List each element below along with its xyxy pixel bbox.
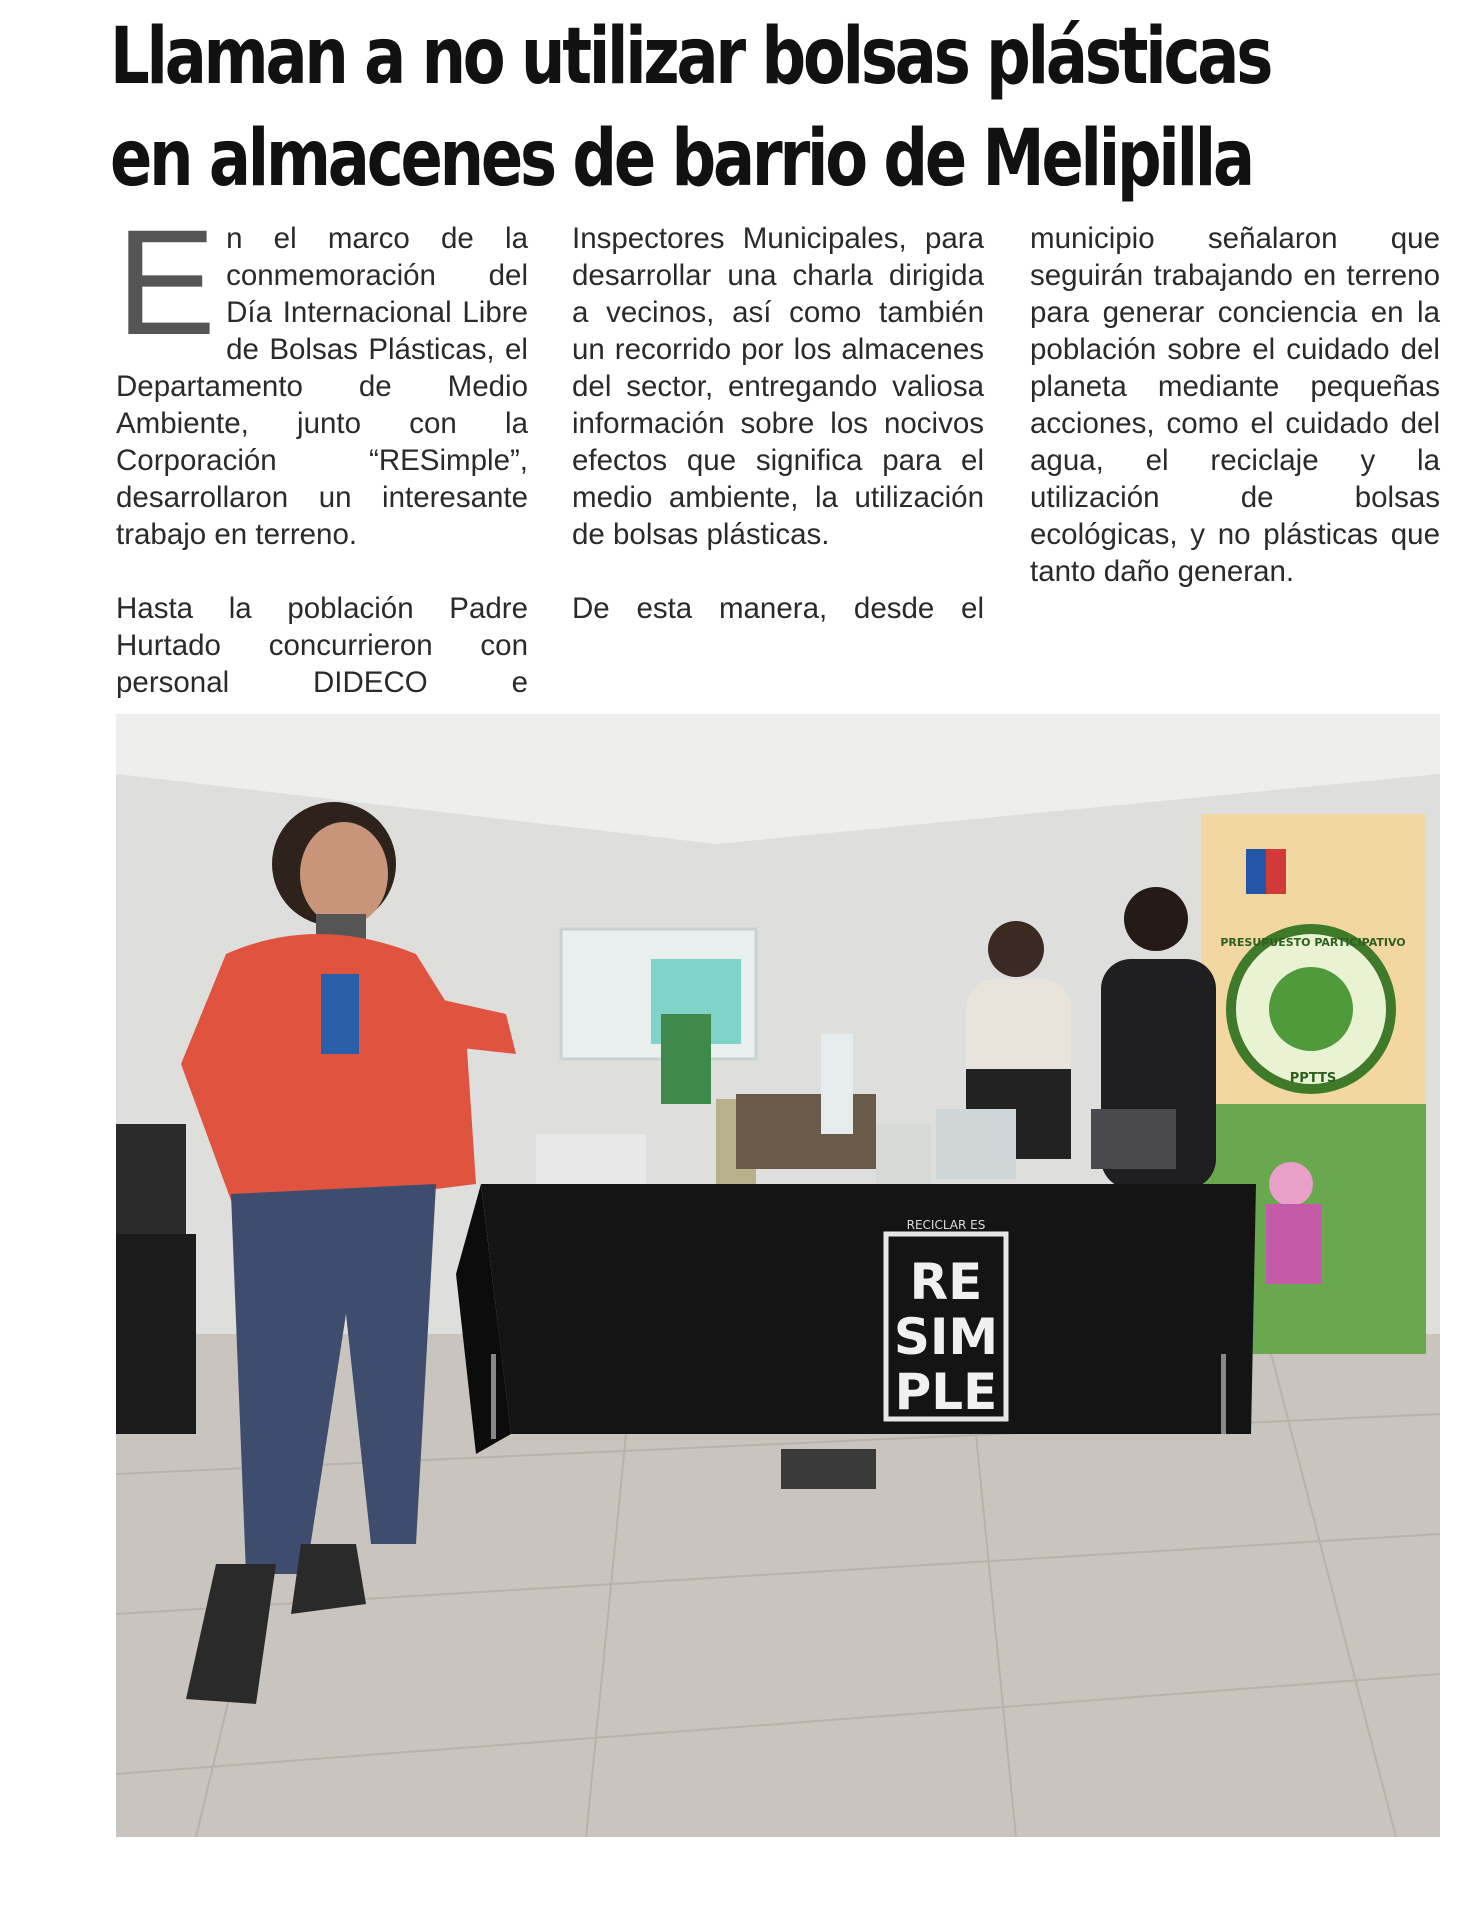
headline [110,6,1271,210]
paragraph-second: Hasta la población Padre Hurtado concurrieron con personal DIDECO e [116,592,528,699]
paragraph-intro [116,198,528,553]
article-photo [116,714,1440,1837]
headline-line-1: Llaman a no utilizar bolsas plásticas [110,12,1271,102]
logo-line-3: PLE [894,1363,998,1421]
article-column-3 [1030,220,1440,627]
paragraph-fourth: De esta manera, desde el [572,592,984,625]
drop-cap: E [116,198,217,366]
banner-subtext: PPTTS [1289,1071,1337,1086]
paragraph-intro-text: n el marco de la conmemoración del Día Internacional Libre de Bolsas Plásticas, el Departamento de Medio Ambiente, junto con la Corporación “RESimple”, desarrollaron un interesante trabajo en terreno. [116,222,528,551]
headline-line-2: en almacenes de barrio de Melipilla [110,114,1252,204]
paragraph-third: Inspectores Municipales, para desarrollar una charla dirigida a vecinos, así como también un recorrido por los almacenes del sector, entregando valiosa información sobre los nocivos efectos que significa para el medio ambiente, la utilización de bolsas plásticas. [572,222,984,551]
banner-text: PRESUPUESTO PARTICIPATIVO [1220,936,1406,949]
paragraph-fifth: municipio señalaron que seguirán trabajando en terreno para generar conciencia en la población sobre el cuidado del planeta mediante pequeñas acciones, como el cuidado del agua, el reciclaje y la utilización de bolsas ecológicas, y no plásticas que tanto daño generan. [1030,222,1440,588]
article-column-1 [116,198,528,738]
article-column-2 [572,220,984,664]
tablecloth-tagline: RECICLAR ES [906,1218,986,1232]
logo-line-2: SIM [893,1308,999,1366]
logo-line-1: RE [909,1253,983,1311]
